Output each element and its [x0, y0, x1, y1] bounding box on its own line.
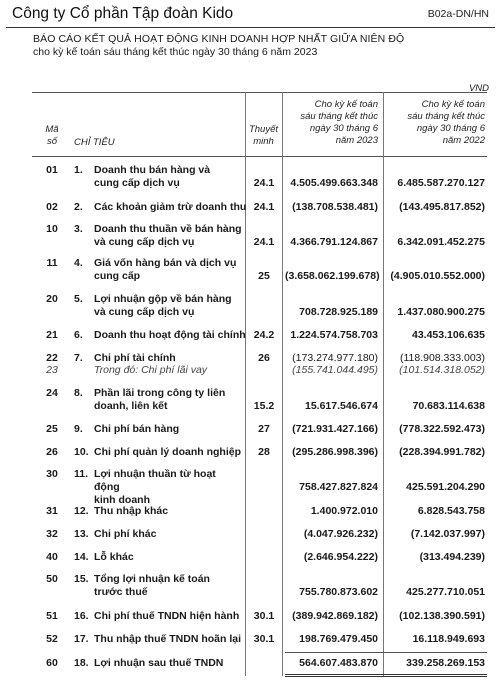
row-value-2022: 1.437.080.900.275: [397, 306, 485, 318]
row-value-2023: 758.427.827.824: [299, 481, 378, 493]
row-value-2022: (778.322.592.473): [399, 423, 485, 435]
row-number: 2.: [74, 201, 83, 213]
row-code: 30: [46, 468, 58, 480]
row-code: 21: [46, 329, 58, 341]
column-header-note: Thuyết minh: [248, 124, 279, 147]
row-value-2023: 4.505.499.663.348: [290, 177, 378, 189]
row-number: 17.: [74, 633, 89, 645]
row-value-2022: 6.342.091.452.275: [397, 236, 485, 248]
row-value-2022: (143.495.817.852): [399, 201, 485, 213]
row-value-2023: 4.366.791.124.867: [290, 236, 378, 248]
row-code: 20: [46, 293, 58, 305]
row-value-2022: (4.905.010.552.000): [390, 270, 485, 282]
total-bottom-border: [285, 674, 487, 677]
row-code: 01: [46, 164, 58, 176]
row-note: 26: [258, 352, 270, 364]
row-number: 3.: [74, 223, 83, 235]
row-value-2023: 198.769.479.450: [299, 633, 378, 645]
row-number: 8.: [74, 387, 83, 399]
row-label: Chi phí quản lý doanh nghiệp: [94, 446, 241, 458]
row-number: 12.: [74, 505, 89, 517]
row-note: 24.1: [253, 201, 275, 213]
row-label: Trong đó: Chi phí lãi vay: [94, 364, 208, 376]
row-value-2023: (3.658.062.199.678): [285, 270, 380, 282]
row-value-2022: (228.394.991.782): [399, 446, 485, 458]
row-number: 13.: [74, 528, 89, 540]
row-value-2023: 15.617.546.674: [305, 400, 378, 412]
row-value-2023: (389.942.869.182): [292, 610, 378, 622]
row-label: Các khoản giảm trừ doanh thu: [94, 201, 247, 213]
row-number: 1.: [74, 164, 83, 176]
row-label: Lợi nhuận sau thuế TNDN: [94, 657, 224, 669]
row-value-2022: 425.277.710.051: [406, 586, 485, 598]
row-value-2023: (721.931.427.166): [292, 423, 378, 435]
report-title: BÁO CÁO KẾT QUẢ HOẠT ĐỘNG KINH DOANH HỢP NHẤT GIỮA NIÊN ĐỘ: [33, 33, 405, 45]
row-label: Thu nhập thuế TNDN hoãn lại: [94, 633, 241, 645]
row-number: 9.: [74, 423, 83, 435]
row-value-2023: (173.274.977.180): [292, 352, 378, 364]
row-note: 24.1: [253, 177, 275, 189]
row-number: 4.: [74, 257, 83, 269]
row-code: 11: [46, 257, 58, 269]
total-top-border: [285, 652, 487, 653]
row-label: Phần lãi trong công ty liên doanh, liên kết: [94, 387, 226, 412]
row-value-2023: 708.728.925.189: [299, 306, 378, 318]
column-header-2022: Cho kỳ kế toán sáu tháng kết thúc ngày 30 tháng 6 năm 2022: [407, 99, 485, 146]
row-code: 31: [46, 505, 58, 517]
row-note: 30.1: [253, 633, 275, 645]
row-value-2023: 1.224.574.758.703: [290, 329, 378, 341]
row-note: 28: [258, 446, 270, 458]
row-label: Lợi nhuận thuần từ hoạt động kinh doanh: [94, 468, 216, 506]
form-code: B02a-DN/HN: [427, 8, 489, 20]
row-value-2022: 16.118.949.693: [412, 633, 485, 645]
row-value-2023: 755.780.873.602: [299, 586, 378, 598]
row-label: Doanh thu thuần về bán hàng và cung cấp dịch vụ: [94, 223, 242, 248]
column-header-item: CHỈ TIÊU: [74, 137, 115, 148]
row-code: 25: [46, 423, 58, 435]
column-divider: [383, 92, 384, 676]
row-number: 14.: [74, 551, 89, 563]
row-label: Lợi nhuận gộp về bán hàng và cung cấp dịch vụ: [94, 293, 232, 318]
row-code: 22: [46, 352, 58, 364]
row-label: Giá vốn hàng bán và dịch vụ cung cấp: [94, 257, 237, 282]
report-period: cho kỳ kế toán sáu tháng kết thúc ngày 30 tháng 6 năm 2023: [33, 46, 318, 58]
row-code: 50: [46, 573, 58, 585]
row-label: Chi phí thuế TNDN hiện hành: [94, 610, 240, 622]
row-value-2023: (138.708.538.481): [292, 201, 378, 213]
row-number: 15.: [74, 573, 89, 585]
row-label: Tổng lợi nhuận kế toán trước thuế: [94, 573, 210, 598]
company-name: Công ty Cổ phần Tập đoàn Kido: [12, 5, 234, 22]
row-number: 16.: [74, 610, 89, 622]
row-code: 32: [46, 528, 58, 540]
row-code: 10: [46, 223, 58, 235]
row-value-2022: (102.138.390.591): [399, 610, 485, 622]
row-code: 51: [46, 610, 58, 622]
row-code: 60: [46, 657, 58, 669]
row-number: 6.: [74, 329, 83, 341]
row-label: Thu nhập khác: [94, 505, 169, 517]
row-label: Lỗ khác: [94, 551, 134, 563]
row-label: Chi phí tài chính: [94, 352, 176, 364]
row-number: 18.: [74, 657, 89, 669]
column-header-code: Mã số: [45, 124, 59, 147]
row-value-2022: 70.683.114.638: [412, 400, 485, 412]
row-value-2022: 6.485.587.270.127: [397, 177, 485, 189]
row-value-2022: 6.828.543.758: [417, 505, 485, 517]
row-value-2022: 339.258.269.153: [406, 657, 485, 669]
table-header-border: [32, 156, 487, 157]
row-value-2022: 43.453.106.635: [412, 329, 485, 341]
row-value-2023: (155.741.044.495): [292, 364, 378, 376]
row-code: 23: [46, 364, 58, 376]
row-value-2022: (7.142.037.997): [410, 528, 485, 540]
row-note: 15.2: [253, 400, 275, 412]
row-note: 25: [258, 270, 270, 282]
row-value-2023: 564.607.483.870: [299, 657, 378, 669]
column-header-2023: Cho kỳ kế toán sáu tháng kết thúc ngày 30 tháng 6 năm 2023: [300, 99, 378, 146]
row-value-2022: (101.514.318.052): [399, 364, 485, 376]
column-divider: [282, 92, 283, 676]
row-label: Doanh thu hoạt động tài chính: [94, 329, 246, 341]
table-top-border: [32, 92, 487, 93]
row-value-2023: 1.400.972.010: [310, 505, 378, 517]
row-number: 11.: [74, 468, 89, 480]
row-value-2022: (118.908.333.003): [399, 352, 485, 364]
row-number: 5.: [74, 293, 83, 305]
row-number: 7.: [74, 352, 83, 364]
row-note: 24.1: [253, 236, 275, 248]
row-value-2022: 425.591.204.290: [406, 481, 485, 493]
row-number: 10.: [74, 446, 89, 458]
row-value-2023: (4.047.926.232): [303, 528, 378, 540]
row-value-2022: (313.494.239): [419, 551, 485, 563]
row-code: 24: [46, 387, 58, 399]
row-note: 30.1: [253, 610, 275, 622]
row-code: 40: [46, 551, 58, 563]
row-label: Doanh thu bán hàng và cung cấp dịch vụ: [94, 164, 211, 189]
row-code: 26: [46, 446, 58, 458]
currency-unit: VND: [468, 83, 489, 94]
row-value-2023: (295.286.998.396): [292, 446, 378, 458]
row-note: 27: [258, 423, 270, 435]
row-code: 02: [46, 201, 58, 213]
row-label: Chi phí bán hàng: [94, 423, 180, 435]
row-note: 24.2: [253, 329, 275, 341]
header-divider: [6, 27, 495, 28]
row-value-2023: (2.646.954.222): [303, 551, 378, 563]
row-label: Chi phí khác: [94, 528, 157, 540]
row-code: 52: [46, 633, 58, 645]
